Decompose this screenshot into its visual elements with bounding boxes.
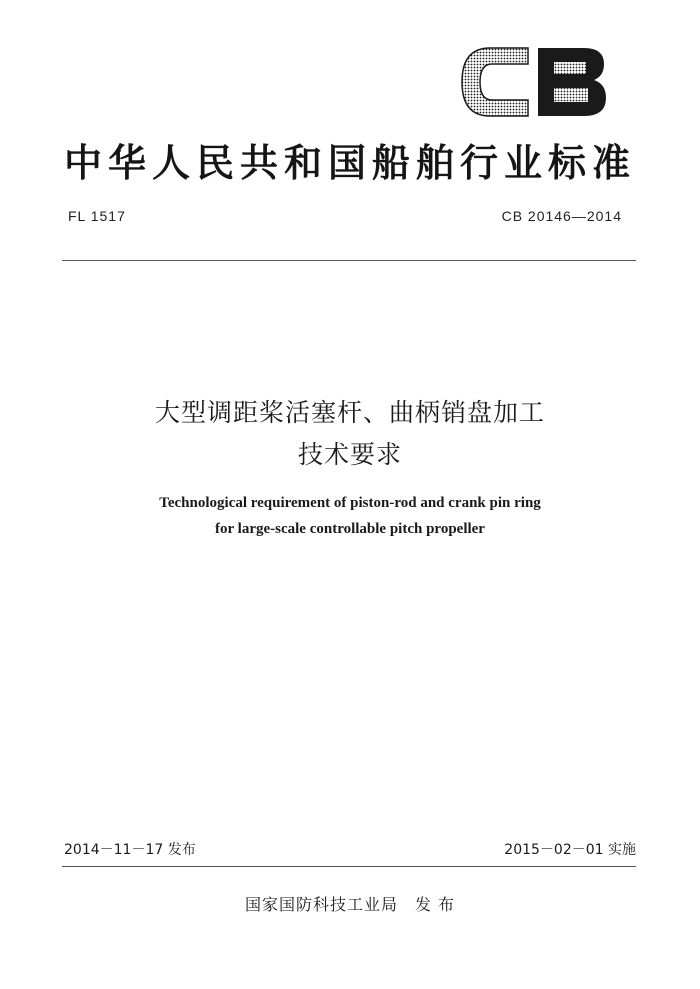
standard-title: 中华人民共和国船舶行业标准 (63, 141, 636, 185)
header-divider (62, 260, 636, 261)
document-title-cn-line1: 大型调距桨活塞杆、曲柄销盘加工 (154, 398, 545, 427)
document-title-en-line1: Technological requirement of piston-rod and crank pin ring (159, 495, 541, 511)
footer-divider (62, 866, 636, 867)
implementation-date: 2015－02－01 实施 (504, 842, 636, 858)
document-title-en-line2: for large-scale controllable pitch propeller (215, 521, 485, 537)
standard-number: CB 20146—2014 (501, 208, 622, 224)
classification-code: FL 1517 (68, 208, 126, 224)
cb-logo (458, 42, 608, 122)
issue-date: 2014－11－17 发布 (64, 842, 196, 858)
issuing-authority: 国家国防科技工业局 发 布 (244, 895, 456, 914)
document-title-cn-line2: 技术要求 (297, 440, 402, 469)
